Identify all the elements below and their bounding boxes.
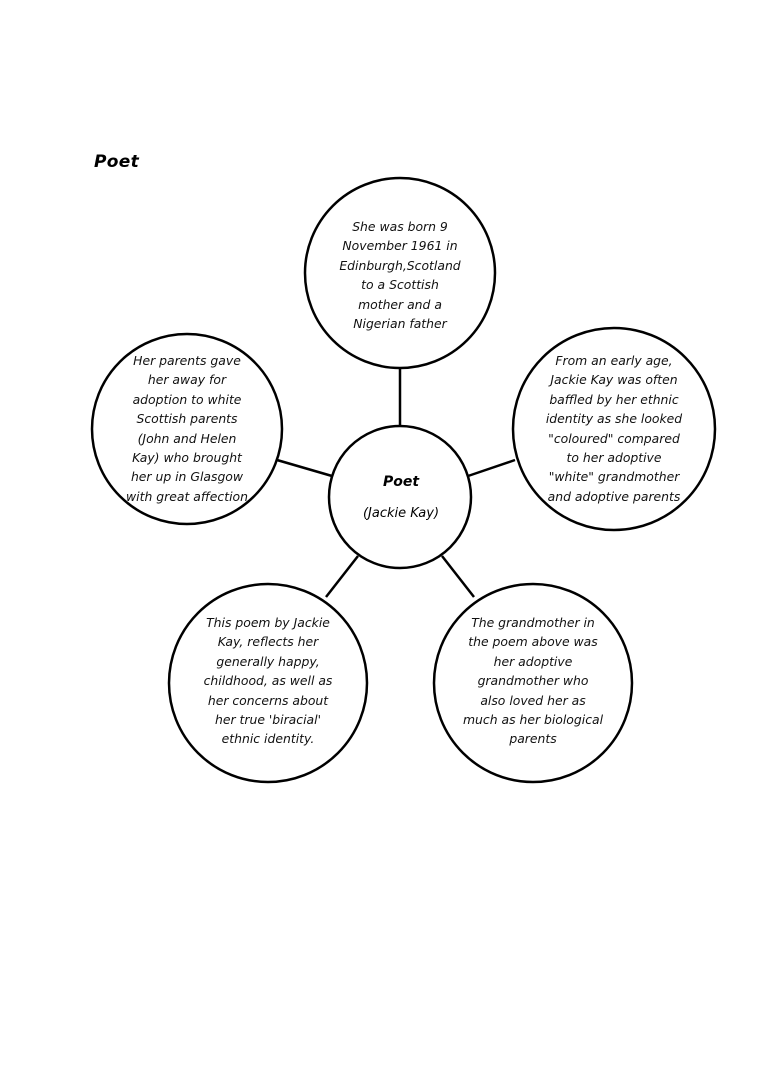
connector-left: [277, 460, 332, 476]
connector-bottom-left: [326, 556, 358, 597]
connector-right: [468, 460, 515, 476]
bubble-right-text: From an early age, Jackie Kay was often baffled by her ethnic identity as she looked "coloured" compared to her adoptive "white" grandmother and adoptive parents: [545, 353, 683, 504]
bubble-top-text: She was born 9 November 1961 in Edinburgh,Scotland to a Scottish mother and a Nigerian father: [339, 219, 461, 332]
bubble-bottom-right-text: The grandmother in the poem above was her adoptive grandmother who also loved her as much as her biological parents: [462, 615, 604, 747]
page-heading: Poet: [94, 152, 139, 172]
center-circle: [329, 426, 471, 568]
connector-bottom-right: [442, 556, 474, 597]
bubble-bottom-left-text: This poem by Jackie Kay, reflects her generally happy, childhood, as well as her concerns about her true 'biracial' ethnic identity.: [203, 615, 333, 747]
center-title: Poet: [382, 474, 420, 490]
center-subtitle: (Jackie Kay): [362, 506, 440, 521]
bubble-left-text: Her parents gave her away for adoption to white Scottish parents (John and Helen Kay) who brought her up in Glasgow with great affection: [126, 353, 248, 504]
